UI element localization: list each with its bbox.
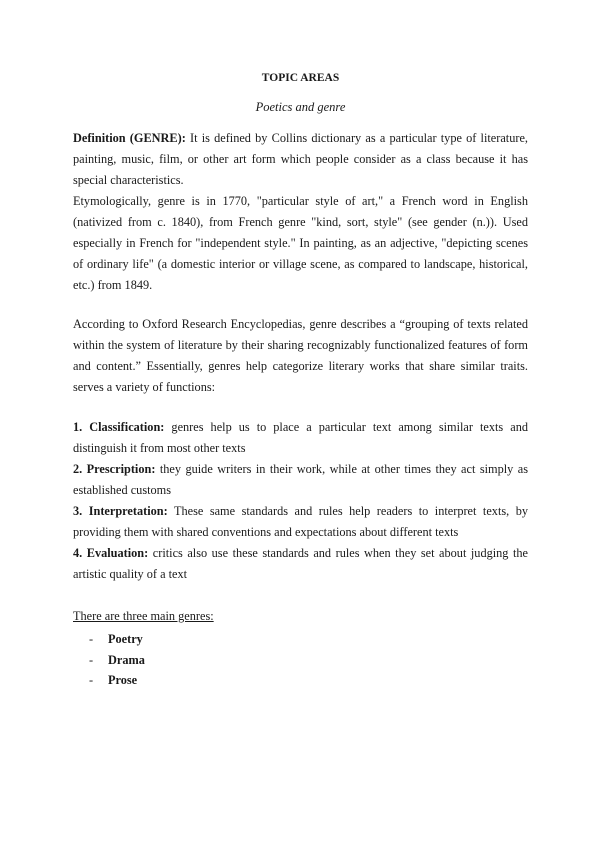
etymology-paragraph: Etymologically, genre is in 1770, "particular style of art," a French word in English (nativized from c. 1840), from French genre "kind, sort, style" (see gender (n.)). Used especially in French for "independent style." In painting, as an adjective, "depicting scenes of ordinary life" (a domestic interior or village scene, as compared to landscape, historical, etc.) from 1849. (73, 194, 528, 292)
function-item-prescription (73, 459, 528, 501)
genre-item-poetry (89, 629, 528, 650)
function-text: they guide writers in their work, while at other times they act simply as established customs (73, 462, 528, 497)
definition-text: It is defined by Collins dictionary as a particular type of literature, painting, music, film, or other art form which people consider as a class because it has special characteristics. (73, 131, 528, 187)
genre-name: Drama (108, 652, 145, 667)
genre-name: Prose (108, 673, 138, 687)
genre-item-prose (89, 670, 528, 691)
genres-heading: There are three main genres: (73, 609, 214, 623)
bullet-dash: - (89, 652, 94, 667)
function-label: 1. Classification: (73, 420, 165, 434)
function-label: 2. Prescription: (73, 462, 156, 476)
bullet-dash: - (89, 673, 94, 687)
function-item-classification (73, 417, 528, 459)
page-subtitle: Poetics and genre (255, 100, 346, 114)
function-label: 4. Evaluation: (73, 546, 149, 560)
function-text: critics also use these standards and rules when they set about judging the artistic quality of a text (73, 546, 529, 581)
function-label: 3. Interpretation: (73, 504, 168, 518)
definition-label: Definition (GENRE): (73, 131, 186, 145)
page-title: TOPIC AREAS (261, 72, 340, 84)
definition-paragraph (73, 128, 528, 191)
function-item-evaluation (73, 543, 528, 585)
function-item-interpretation (73, 501, 528, 543)
genre-name: Poetry (108, 632, 143, 646)
function-text: These same standards and rules help readers to interpret texts, by providing them with shared conventions and expectations about different texts (73, 504, 528, 539)
functions-list (73, 417, 528, 585)
oxford-paragraph: According to Oxford Research Encyclopedias, genre describes a “grouping of texts related within the system of literature by their sharing recognizably functionalized features of form and content.” Essentially, genres help categorize literary works that share similar traits. serves a variety of functions: (73, 317, 528, 394)
bullet-dash: - (89, 632, 94, 646)
function-text: genres help us to place a particular text among similar texts and distinguish it from most other texts (73, 420, 529, 455)
genres-list (73, 629, 528, 691)
genre-item-drama (89, 650, 528, 671)
